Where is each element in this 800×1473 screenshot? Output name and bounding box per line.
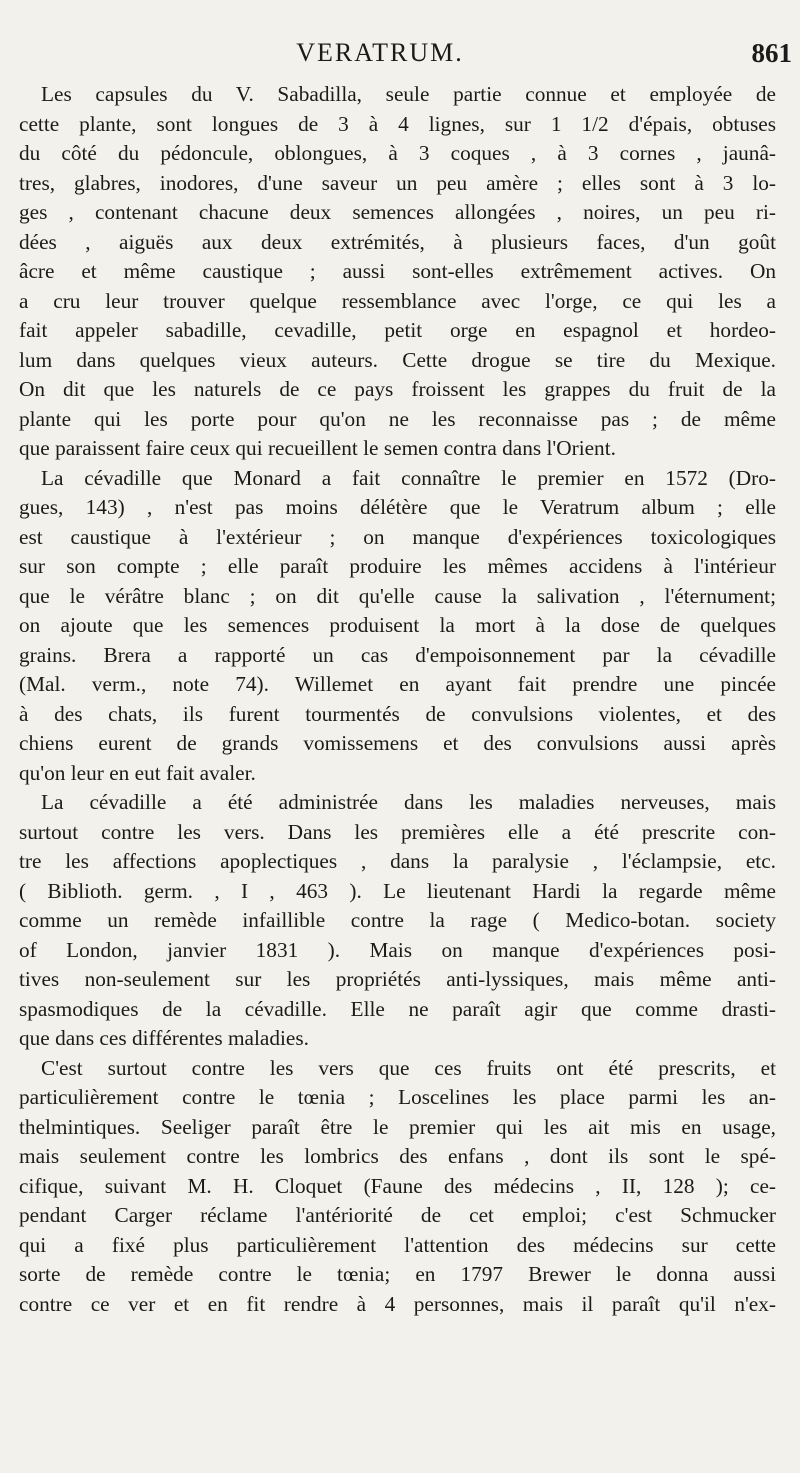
text-line: est caustique à l'extérieur ; on manque d'expériences toxicologiques [19,524,776,549]
text-line: à des chats, ils furent tourmentés de convulsions violentes, et des [19,701,776,726]
text-line: on ajoute que les semences produisent la mort à la dose de quelques [19,613,776,637]
text-line: particulièrement contre le tœnia ; Loscelines les place parmi les an- [19,1085,776,1109]
text-line: que le vérâtre blanc ; on dit qu'elle cause la salivation , l'éternument; [19,583,776,608]
text-line: cette plante, sont longues de 3 à 4 lignes, sur 1 1/2 d'épais, obtuses [19,111,776,136]
text-line: mais seulement contre les lombrics des enfans , dont ils sont le spé- [19,1144,776,1168]
text-line: qu'on leur en eut fait avaler. [19,760,256,785]
text-line: tives non-seulement sur les propriétés anti-lyssiques, mais même anti- [19,967,776,991]
text-line: (Mal. verm., note 74). Willemet en ayant fait prendre une pincée [19,672,776,696]
page-number: 861 [751,38,792,68]
text-line: tres, glabres, inodores, d'une saveur un peu amère ; elles sont à 3 lo- [19,170,776,195]
text-line: que dans ces différentes maladies. [19,1026,309,1050]
text-line: C'est surtout contre les vers que ces fruits ont été prescrits, et [41,1055,776,1080]
text-line: âcre et même caustique ; aussi sont-elles extrêmement actives. On [19,259,776,283]
page-header [0,38,800,78]
running-title: VERATRUM. [296,38,464,67]
text-line: of London, janvier 1831 ). Mais on manque d'expériences posi- [19,937,776,962]
text-line: chiens eurent de grands vomissemens et des convulsions aussi après [19,731,776,755]
text-line: comme un remède infaillible contre la rage ( Medico-botan. society [19,908,776,932]
paragraph [19,80,776,464]
text-line: tre les affections apoplectiques , dans la paralysie , l'éclampsie, etc. [19,849,776,873]
text-line: thelmintiques. Seeliger paraît être le premier qui les ait mis en usage, [19,1114,776,1139]
paragraph [19,464,776,789]
text-line: sur son compte ; elle paraît produire les mêmes accidens à l'intérieur [19,554,776,578]
text-line: du côté du pédoncule, oblongues, à 3 coques , à 3 cornes , jaunâ- [19,141,776,165]
text-line: grains. Brera a rapporté un cas d'empoisonnement par la cévadille [19,642,776,667]
text-line: ( Biblioth. germ. , I , 463 ). Le lieutenant Hardi la regarde même [19,878,776,903]
text-line: cifique, suivant M. H. Cloquet (Faune des médecins , II, 128 ); ce- [19,1173,776,1198]
text-line: On dit que les naturels de ce pays froissent les grappes du fruit de la [19,377,776,401]
text-line: surtout contre les vers. Dans les premières elle a été prescrite con- [19,819,776,844]
text-line: Les capsules du V. Sabadilla, seule partie connue et employée de [41,82,776,106]
text-line: sorte de remède contre le tœnia; en 1797 Brewer le donna aussi [19,1262,776,1286]
text-line: fait appeler sabadille, cevadille, petit orge en espagnol et hordeo- [19,318,776,342]
text-line: contre ce ver et en fit rendre à 4 personnes, mais il paraît qu'il n'ex- [19,1291,776,1316]
text-line: plante qui les porte pour qu'on ne les reconnaisse pas ; de même [19,406,776,431]
text-line: qui a fixé plus particulièrement l'attention des médecins sur cette [19,1232,776,1257]
paragraph [19,1054,776,1320]
text-line: que paraissent faire ceux qui recueillent le semen contra dans l'Orient. [19,436,616,460]
text-line: gues, 143) , n'est pas moins délétère que le Veratrum album ; elle [19,495,776,519]
text-line: spasmodiques de la cévadille. Elle ne paraît agir que comme drasti- [19,996,776,1021]
body-text [19,80,776,1319]
text-line: La cévadille que Monard a fait connaître le premier en 1572 (Dro- [41,465,776,490]
text-line: ges , contenant chacune deux semences allongées , noires, un peu ri- [19,200,776,224]
text-line: La cévadille a été administrée dans les maladies nerveuses, mais [41,790,776,814]
text-line: pendant Carger réclame l'antériorité de cet emploi; c'est Schmucker [19,1203,776,1227]
text-line: a cru leur trouver quelque ressemblance avec l'orge, ce qui les a [19,288,776,313]
text-line: dées , aiguës aux deux extrémités, à plusieurs faces, d'un goût [19,229,776,254]
paragraph [19,788,776,1054]
text-line: lum dans quelques vieux auteurs. Cette drogue se tire du Mexique. [19,347,776,372]
